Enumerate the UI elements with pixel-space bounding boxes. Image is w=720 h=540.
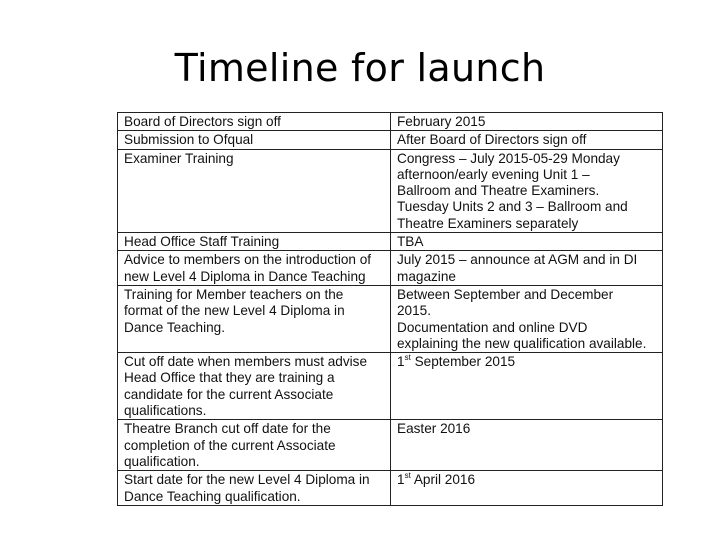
task-text: qualification. xyxy=(124,453,200,469)
date-cell xyxy=(391,420,663,471)
date-text: Congress – July 2015-05-29 Monday xyxy=(397,150,620,166)
date-text: July 2015 – announce at AGM and in DI xyxy=(397,252,638,268)
date-cell xyxy=(391,471,663,506)
task-text: Advice to members on the introduction of xyxy=(124,252,372,268)
task-text: Board of Directors sign off xyxy=(124,114,281,129)
date-text xyxy=(397,354,657,370)
date-text: February 2015 xyxy=(397,114,486,129)
date-text: magazine xyxy=(397,268,456,284)
date-text: explaining the new qualification available. xyxy=(397,335,647,351)
task-text: Submission to Ofqual xyxy=(124,132,254,148)
task-text: Examiner Training xyxy=(124,150,234,166)
table-row xyxy=(118,353,663,420)
date-cell xyxy=(391,113,663,131)
task-cell xyxy=(118,131,391,149)
table-row xyxy=(118,113,663,131)
task-cell xyxy=(118,285,391,352)
date-cell xyxy=(391,285,663,352)
date-text: Tuesday Units 2 and 3 – Ballroom and xyxy=(397,199,628,215)
date-text: afternoon/early evening Unit 1 – xyxy=(397,166,590,182)
date-rest: September 2015 xyxy=(410,354,516,370)
task-text: Training for Member teachers on the xyxy=(124,286,344,302)
table-row xyxy=(118,233,663,251)
date-text xyxy=(397,472,657,488)
task-text: candidate for the current Associate xyxy=(124,386,334,402)
date-text: TBA xyxy=(397,234,424,250)
date-text: Between September and December xyxy=(397,286,614,302)
task-cell xyxy=(118,471,391,506)
task-text: completion of the current Associate xyxy=(124,437,336,453)
table-row xyxy=(118,285,663,352)
task-text: qualifications. xyxy=(124,403,207,419)
task-cell xyxy=(118,233,391,251)
date-text: Ballroom and Theatre Examiners. xyxy=(397,183,600,199)
task-cell xyxy=(118,149,391,232)
task-text: Dance Teaching. xyxy=(124,319,226,335)
table-row xyxy=(118,149,663,232)
date-text: After Board of Directors sign off xyxy=(397,132,587,148)
table-row xyxy=(118,420,663,471)
date-cell xyxy=(391,131,663,149)
date-day: 1 xyxy=(397,472,405,488)
task-text: Head Office Staff Training xyxy=(124,234,280,250)
table-row xyxy=(118,471,663,506)
date-ordinal-suffix: st xyxy=(404,471,411,481)
date-cell xyxy=(391,353,663,420)
task-text: format of the new Level 4 Diploma in xyxy=(124,303,345,319)
date-day: 1 xyxy=(397,354,405,370)
date-text: 2015. xyxy=(397,303,432,319)
task-text: Head Office that they are training a xyxy=(124,370,335,386)
task-cell xyxy=(118,353,391,420)
slide-title: Timeline for launch xyxy=(174,46,546,90)
date-text: Theatre Examiners separately xyxy=(397,215,579,231)
date-text: Documentation and online DVD xyxy=(397,319,588,335)
task-text: new Level 4 Diploma in Dance Teaching xyxy=(124,268,366,284)
task-cell xyxy=(118,251,391,286)
task-cell xyxy=(118,113,391,131)
date-rest: April 2016 xyxy=(410,472,476,488)
date-cell xyxy=(391,233,663,251)
task-text: Theatre Branch cut off date for the xyxy=(124,421,331,437)
task-text: Dance Teaching qualification. xyxy=(124,488,301,504)
table-row xyxy=(118,131,663,149)
task-cell xyxy=(118,420,391,471)
task-text: Start date for the new Level 4 Diploma in xyxy=(124,472,370,488)
table-row xyxy=(118,251,663,286)
task-text: Cut off date when members must advise xyxy=(124,354,368,370)
date-text: Easter 2016 xyxy=(397,421,471,437)
date-cell xyxy=(391,251,663,286)
date-cell xyxy=(391,149,663,232)
date-ordinal-suffix: st xyxy=(404,353,411,363)
timeline-table xyxy=(117,112,663,506)
